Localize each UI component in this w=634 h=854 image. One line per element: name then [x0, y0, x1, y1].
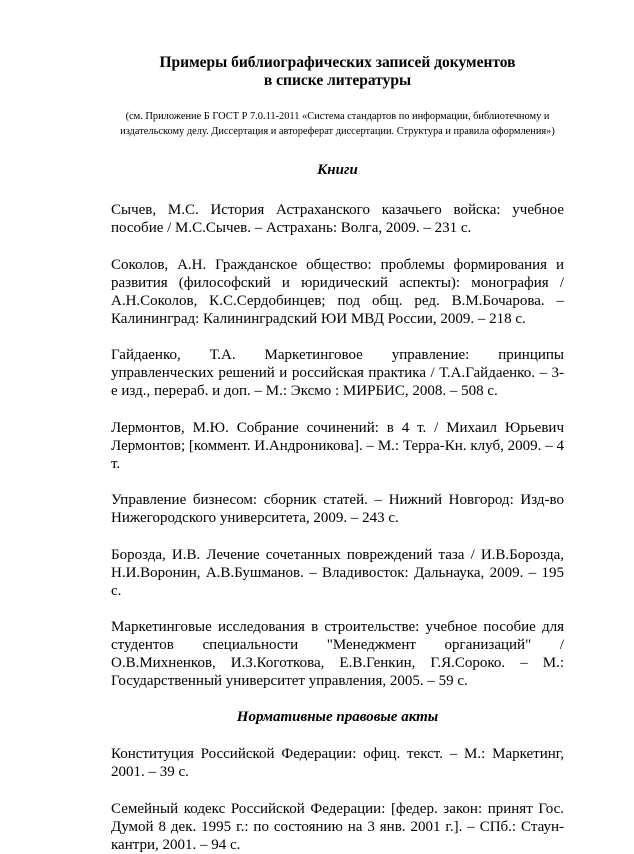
- bibliography-entry: Семейный кодекс Российской Федерации: [федер. закон: принят Гос. Думой 8 дек. 1995 г.: по состоянию на 3 янв. 2001 г.]. – СПб.: Стаун-кантри, 2001. – 94 с.: [111, 800, 564, 853]
- bibliography-entry: Сычев, М.С. История Астраханского казачьего войска: учебное пособие / М.С.Сычев. – Астрахань: Волга, 2009. – 231 с.: [111, 202, 564, 236]
- document-page: [111, 54, 564, 854]
- bibliography-entry: Лермонтов, М.Ю. Собрание сочинений: в 4 т. / Михаил Юрьевич Лермонтов; [коммент. И.Андроникова]. – М.: Терра-Кн. клуб, 2009. – 4 т.: [111, 419, 564, 472]
- document-title: [111, 54, 564, 90]
- bibliography-entry: Соколов, А.Н. Гражданское общество: проблемы формирования и развития (философский и юридический аспекты): монография / А.Н.Соколов, К.С.Сердобинцев; под общ. ред. В.М.Бочарова. – Калининград: Калининградский ЮИ МВД России, 2009. – 218 с.: [111, 256, 564, 327]
- bibliography-entry: Борозда, И.В. Лечение сочетанных повреждений таза / И.В.Борозда, Н.И.Воронин, А.В.Бушманов. – Владивосток: Дальнаука, 2009. – 195 с.: [111, 546, 564, 599]
- section-heading-legal-acts: Нормативные правовые акты: [236, 709, 439, 725]
- books-list: [111, 201, 564, 690]
- legal-acts-list: [111, 745, 564, 854]
- section-heading-books: Книги: [317, 162, 358, 178]
- bibliography-entry: Конституция Российской Федерации: офиц. текст. – М.: Маркетинг, 2001. – 39 с.: [111, 746, 564, 780]
- bibliography-entry: Маркетинговые исследования в строительстве: учебное пособие для студентов специальности "Менеджмент организаций" / О.В.Михненков, И.З.Коготкова, Е.В.Генкин, Г.Я.Сороко. – М.: Государственный университет управления, 2005. – 59 с.: [111, 619, 564, 689]
- title-line-1: Примеры библиографических записей документов: [159, 54, 516, 71]
- title-line-2: в списке литературы: [263, 72, 412, 89]
- document-subtitle: (см. Приложение Б ГОСТ Р 7.0.11-2011 «Система стандартов по информации, библиотечному и издательскому делу. Диссертация и автореферат диссертации. Структура и правила оформления»): [120, 111, 555, 137]
- bibliography-entry: Гайдаенко, Т.А. Маркетинговое управление: принципы управленческих решений и российская практика / Т.А.Гайдаенко. – 3-е изд., перераб. и доп. – М.: Эксмо : МИРБИС, 2008. – 508 с.: [111, 347, 564, 399]
- bibliography-entry: Управление бизнесом: сборник статей. – Нижний Новгород: Изд-во Нижегородского университета, 2009. – 243 с.: [111, 492, 564, 526]
